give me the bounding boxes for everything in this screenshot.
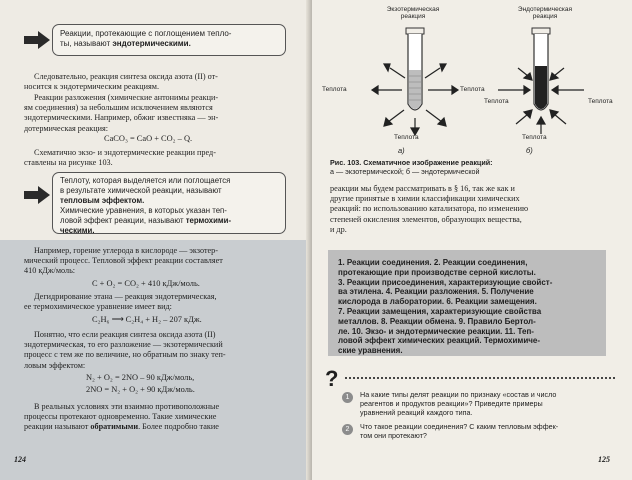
definition-endothermic: Реакции, протекающие с поглощением тепло- ты, называют эндотермическими.	[60, 29, 232, 49]
heat-label-a-right: Теплота	[460, 86, 485, 93]
paragraph-1: Следовательно, реакция синтеза оксида азота (II) от- носится к эндотермическим реакциям.	[24, 72, 218, 92]
question-2: Что такое реакции соединения? С каким тепловым эффек- том они протекают?	[360, 422, 559, 440]
summary-list: 1. Реакции соединения. 2. Реакции соединения, протекающие при производстве серной кислоты. 3. Реакции присоединения, характеризующие свойст- ва этилена. 4. Реакции разложения. 5. Получение кислорода в лаборатории. 6. Реакции замещения. 7. Реакции замещения, характеризующие свойства металлов. 8. Реакции обмена. 9. Правило Бертол- ле. 10. Экзо- и эндотермические реакции. 11. Теп- ловой эффект химических реакций. Термохимиче- ские уравнения.	[338, 258, 553, 356]
formula-no-synthesis: N₂ + O₂ = 2NO – 90 кДж/моль,	[86, 373, 195, 382]
arrow-right-icon	[24, 31, 50, 49]
paragraph-3: Схематично экзо- и эндотермические реакции пред- ставлены на рисунке 103.	[24, 148, 216, 168]
formula-ethane: C₂H₆ ⟶ C₂H₄ + H₂ – 207 кДж.	[92, 315, 202, 324]
page-number: 124	[14, 455, 26, 464]
heat-label-b-bottom: Теплота	[522, 134, 547, 141]
heat-label-a-left: Теплота	[322, 86, 347, 93]
heat-label-b-left: Теплота	[484, 98, 509, 105]
formula-carbon: C + O₂ = CO₂ + 410 кДж/моль.	[92, 279, 200, 288]
paragraph-7: В реальных условиях эти взаимно противоположные процессы протекают одновременно. Такие химические реакции называют обратимыми. Более подробно такие	[24, 402, 220, 432]
figure-title-endothermic: Эндотермическая реакция	[517, 6, 573, 20]
test-tube-endothermic	[498, 28, 584, 134]
label-b: б)	[526, 146, 533, 155]
heat-label-b-right: Теплота	[588, 98, 613, 105]
paragraph-2: Реакции разложения (химические антонимы реакци- ям соединения) за небольшим исключением являются эндотермическими. Например, обжиг известняка — эн- дотермическая реакция:	[24, 93, 219, 133]
heat-label-a-bottom: Теплота	[394, 134, 419, 141]
formula-no-decomposition: 2NO = N₂ + O₂ + 90 кДж/моль.	[86, 385, 195, 394]
formula-caco3: CaCO₃ = CaO + CO₂ – Q.	[104, 134, 193, 143]
definition-heat-effect: Теплоту, которая выделяется или поглощается в результате химической реакции, называют тепловым эффектом. Химические уравнения, в которых указан теп- ловой эффект реакции, называют термохими- ческими.	[60, 176, 232, 235]
question-number-1: 1	[342, 392, 353, 403]
questions-divider	[345, 377, 615, 379]
paragraph-5: Дегидрирование этана — реакция эндотермическая, ее термохимическое уравнение имеет вид:	[24, 292, 217, 312]
label-a: а)	[398, 146, 405, 155]
figure-title-exothermic: Экзотермическая реакция	[386, 6, 440, 20]
question-1: На какие типы делят реакции по признаку «состав и число реагентов и продуктов реакции»? Приведите примеры уравнений реакций каждого типа.	[360, 390, 557, 417]
paragraph-4: Например, горение углерода в кислороде — экзотер- мический процесс. Тепловой эффект реакции составляет 410 кДж/моль:	[24, 246, 223, 276]
paragraph-6: Понятно, что если реакция синтеза оксида азота (II) эндотермическая, то его разложение — экзотермический процесс с тем же по величине, но обратным по знаку теп- ловым эффектом:	[24, 330, 226, 370]
figure-caption: Рис. 103. Схематичное изображение реакций: а — экзотермической; б — эндотермической	[330, 158, 493, 176]
right-paragraph-1: реакции мы будем рассматривать в § 16, так же как и другие принятые в химии классификации химических реакций: по использованию катализатора, по изменению степеней окисления элементов, образующих вещества, и др.	[330, 184, 529, 234]
page-number-right: 125	[598, 455, 610, 464]
left-page	[0, 0, 312, 480]
question-number-2: 2	[342, 424, 353, 435]
arrow-right-icon	[24, 186, 50, 204]
question-mark-icon: ?	[325, 366, 339, 391]
test-tube-exothermic	[372, 28, 458, 135]
